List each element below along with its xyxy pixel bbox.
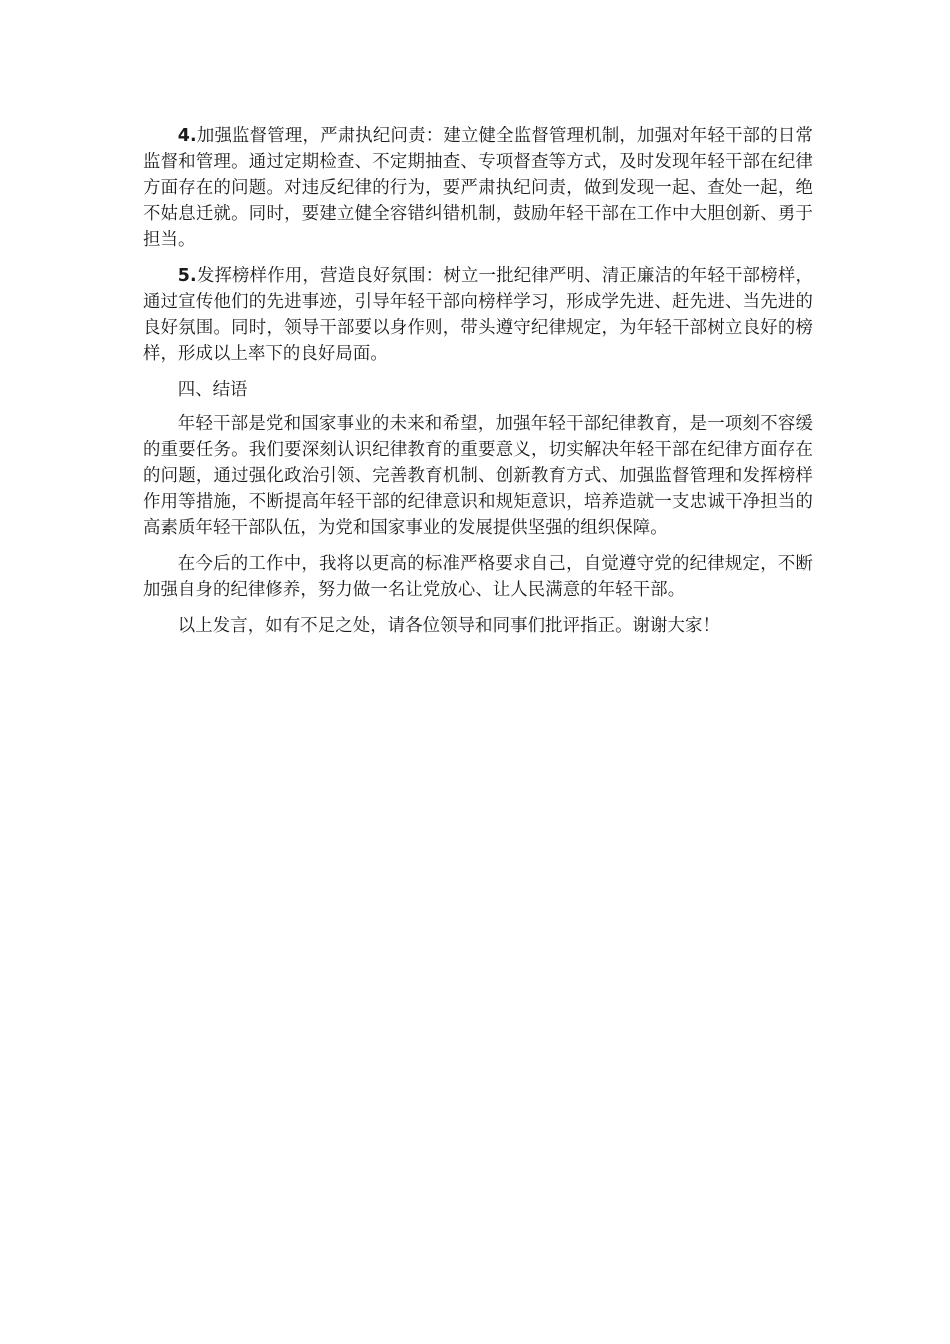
paragraph-body: 建立健全监督管理机制，加强对年轻干部的日常监督和管理。通过定期检查、不定期抽查、专项督查等方式，及时发现年轻干部在纪律方面存在的问题。对违反纪律的行为，要严肃执纪问责，做到发现一起、查处一起，绝不姑息迁就。同时，要建立健全容错纠错机制，鼓励年轻干部在工作中大胆创新、勇于担当。: [143, 126, 813, 250]
section-heading: 四、结语: [177, 380, 248, 400]
paragraph-title: 加强监督管理，严肃执纪问责：: [196, 126, 444, 146]
paragraph-number: 5.: [177, 266, 197, 286]
paragraph-number: 4.: [177, 126, 197, 146]
paragraph-item-4: [143, 123, 813, 253]
conclusion-paragraph-1: 年轻干部是党和国家事业的未来和希望，加强年轻干部纪律教育，是一项刻不容缓的重要任务。我们要深刻认识纪律教育的重要意义，切实解决年轻干部在纪律方面存在的问题，通过强化政治引领、完善教育机制、创新教育方式、加强监督管理和发挥榜样作用等措施，不断提高年轻干部的纪律意识和规矩意识，培养造就一支忠诚干净担当的高素质年轻干部队伍，为党和国家事业的发展提供坚强的组织保障。: [143, 414, 813, 538]
conclusion-paragraph-3: 以上发言，如有不足之处，请各位领导和同事们批评指正。谢谢大家！: [177, 616, 721, 636]
conclusion-paragraph-2: 在今后的工作中，我将以更高的标准严格要求自己，自觉遵守党的纪律规定，不断加强自身的纪律修养，努力做一名让党放心、让人民满意的年轻干部。: [143, 554, 813, 600]
paragraph-body: 树立一批纪律严明、清正廉洁的年轻干部榜样，通过宣传他们的先进事迹，引导年轻干部向榜样学习，形成学先进、赶先进、当先进的良好氛围。同时，领导干部要以身作则，带头遵守纪律规定，为年轻干部树立良好的榜样，形成以上率下的良好局面。: [143, 266, 813, 364]
paragraph-title: 发挥榜样作用，营造良好氛围：: [196, 266, 444, 286]
document-content: [143, 123, 813, 649]
paragraph-item-5: [143, 263, 813, 367]
